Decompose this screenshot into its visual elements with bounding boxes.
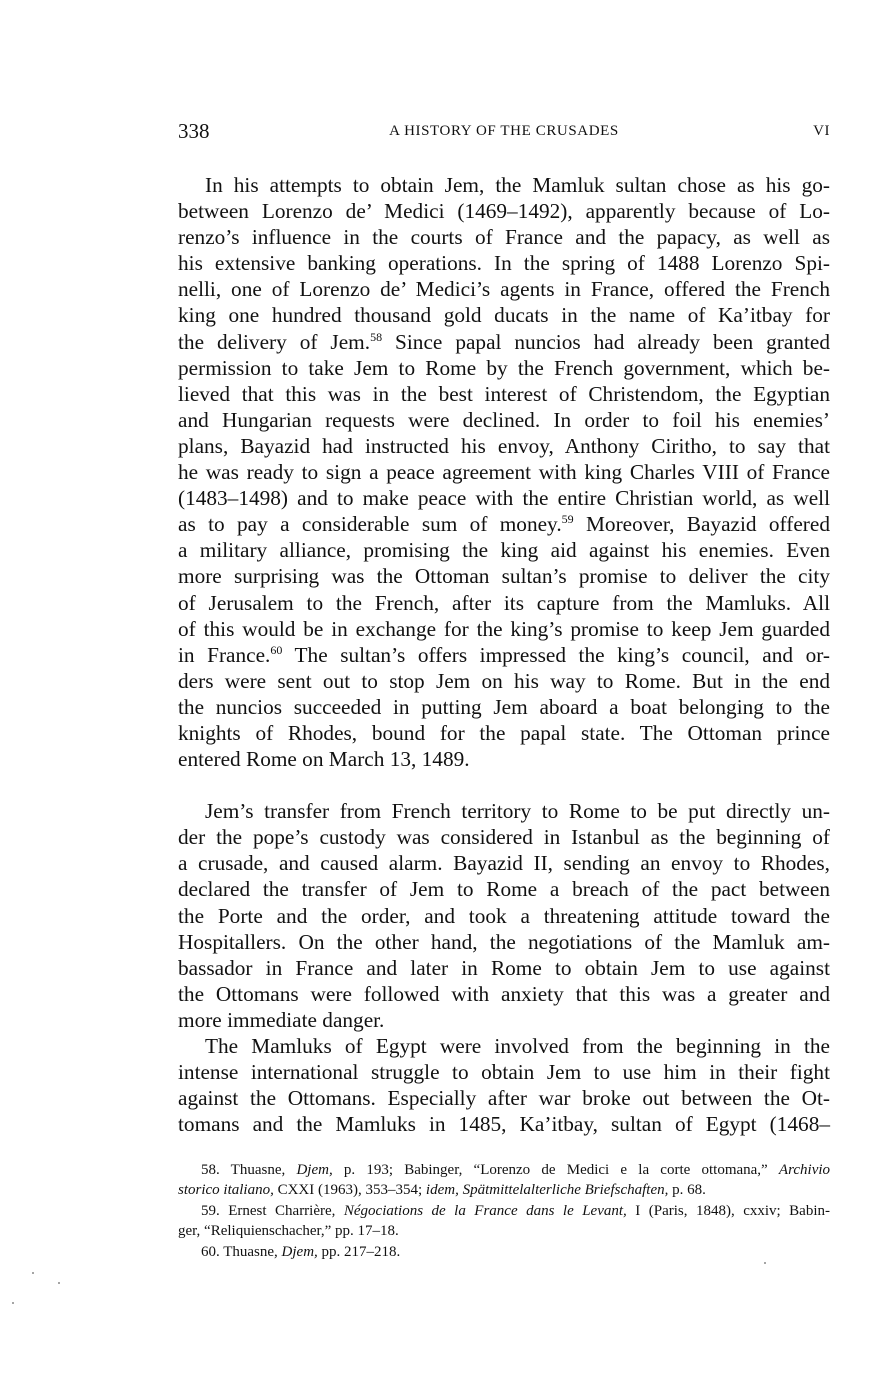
text-line: plans, Bayazid had instructed his envoy, Anthony Ciritho, to say that <box>178 433 830 458</box>
text-line: permission to take Jem to Rome by the French government, which be- <box>178 355 830 380</box>
text-line: against the Ottomans. Especially after war broke out between the Ot- <box>178 1086 830 1111</box>
text-line: the Ottomans were followed with anxiety that this was a greater and <box>178 981 830 1006</box>
text-line: The Mamluks of Egypt were involved from the beginning in the <box>205 1034 830 1058</box>
text-line: king one hundred thousand gold ducats in the name of Ka’itbay for <box>178 303 830 328</box>
footnote-60: 60. Thuasne, Djem, pp. 217–218. <box>201 1243 401 1260</box>
text-line: knights of Rhodes, bound for the papal state. The Ottoman prince <box>178 720 830 745</box>
text-line: lieved that this was in the best interest of Christendom, the Egyptian <box>178 381 830 406</box>
text-line: his extensive banking operations. In the spring of 1488 Lorenzo Spi- <box>178 251 830 276</box>
text-line: entered Rome on March 13, 1489. <box>178 747 470 772</box>
volume-number: VI <box>813 123 830 139</box>
text-line: nelli, one of Lorenzo de’ Medici’s agents in France, offered the French <box>178 277 830 302</box>
text-line: a crusade, and caused alarm. Bayazid II, sending an envoy to Rhodes, <box>178 851 830 876</box>
scan-speck <box>12 1302 14 1304</box>
text-line: in France.$^{60}$ The sultan’s offers impressed the king’s council, and or- <box>178 642 830 667</box>
main-text <box>178 172 830 1137</box>
text-line: and Hungarian requests were declined. In order to foil his enemies’ <box>178 407 830 432</box>
scan-speck <box>58 1282 60 1284</box>
text-line: more immediate danger. <box>178 1007 385 1032</box>
footnote-59: 59. Ernest Charrière, Négociations de la France dans le Levant, I (Paris, 1848), cxxiv; Babin- <box>201 1202 830 1219</box>
footnote-58: 58. Thuasne, Djem, p. 193; Babinger, “Lorenzo de Medici e la corte ottomana,” Archivio <box>201 1162 831 1178</box>
footnote-ref-59: 59 <box>561 512 574 527</box>
text-line: as to pay a considerable sum of money.$^{59}$ Moreover, Bayazid offered <box>178 512 830 537</box>
running-title: A HISTORY OF THE CRUSADES <box>389 123 619 139</box>
paragraph-gap <box>178 772 830 798</box>
text-line: of Jerusalem to the French, after its capture from the Mamluks. All <box>178 590 830 615</box>
text-line: a military alliance, promising the king aid against his enemies. Even <box>178 538 830 563</box>
text-line: more surprising was the Ottoman sultan’s promise to deliver the city <box>178 564 830 589</box>
text-line: bassador in France and later in Rome to obtain Jem to use against <box>178 955 830 980</box>
scan-speck <box>764 1262 766 1264</box>
text-line: ders were sent out to stop Jem on his way to Rome. But in the end <box>178 668 830 693</box>
page-number: 338 <box>178 119 210 143</box>
text-line: intense international struggle to obtain Jem to use him in their fight <box>178 1060 830 1085</box>
text-line: (1483–1498) and to make peace with the entire Christian world, as well <box>178 486 830 511</box>
text-line: of this would be in exchange for the king’s promise to keep Jem guarded <box>178 616 830 641</box>
text-line: renzo’s influence in the courts of France and the papacy, as well as <box>178 225 830 250</box>
text-line: der the pope’s custody was considered in Istanbul as the beginning of <box>178 825 830 850</box>
text-line: tomans and the Mamluks in 1485, Ka’itbay, sultan of Egypt (1468– <box>178 1112 830 1137</box>
footnote-ref-58: 58 <box>370 329 383 344</box>
text-line: the Porte and the order, and took a threatening attitude toward the <box>178 903 830 928</box>
text-line: Jem’s transfer from French territory to Rome to be put directly un- <box>205 799 830 824</box>
footnote-59-continued: ger, “Reliquienschacher,” pp. 17–18. <box>178 1223 399 1240</box>
text-line: Hospitallers. On the other hand, the negotiations of the Mamluk am- <box>178 929 830 954</box>
text-line: the delivery of Jem.$^{58}$ Since papal nuncios had already been granted <box>178 329 831 354</box>
scan-speck <box>32 1272 34 1274</box>
running-header <box>178 119 830 149</box>
footnote-ref-60: 60 <box>270 642 283 657</box>
footnote-58-continued: storico italiano, CXXI (1963), 353–354; idem, Spätmittelalterliche Briefschaften, p. 68. <box>178 1182 706 1199</box>
footnotes <box>178 1160 830 1262</box>
text-line: declared the transfer of Jem to Rome a breach of the pact between <box>178 877 830 902</box>
text-line: he was ready to sign a peace agreement with king Charles VIII of France <box>178 460 830 485</box>
text-line: between Lorenzo de’ Medici (1469–1492), apparently because of Lo- <box>178 199 830 224</box>
text-line: In his attempts to obtain Jem, the Mamluk sultan chose as his go- <box>205 173 830 197</box>
text-line: the nuncios succeeded in putting Jem aboard a boat belonging to the <box>178 694 830 719</box>
